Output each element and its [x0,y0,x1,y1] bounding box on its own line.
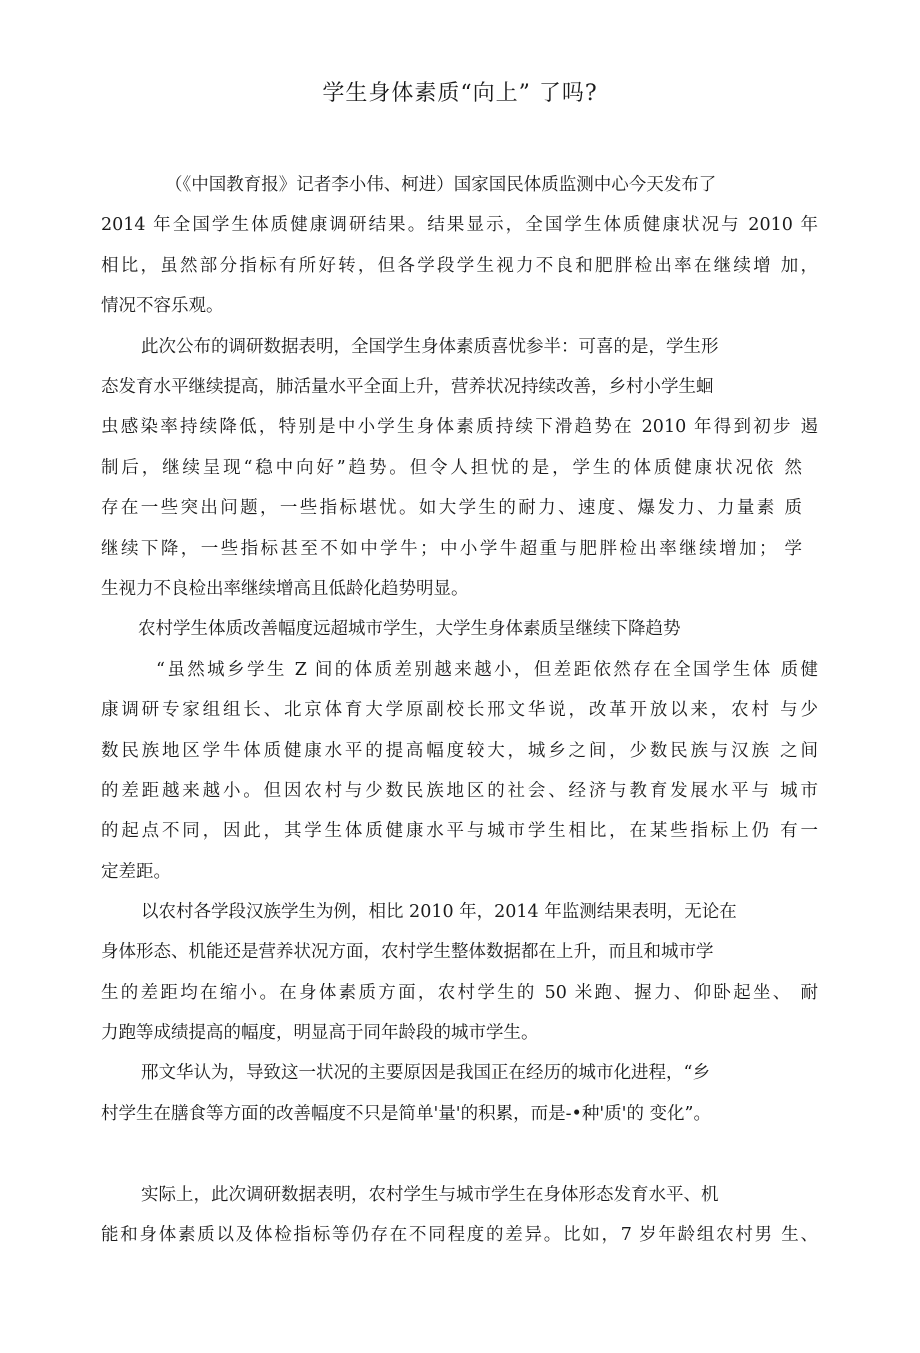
section-subheading: 农村学生体质改善幅度远超城市学生，大学生身体素质呈继续下降趋势 [138,619,681,639]
document-title: 学生身体素质“向上” 了吗? [322,81,598,106]
text-line: 态发育水平继续提高，肺活量水平全面上升，营养状况持续改善，乡村小学生蛔 [101,377,714,397]
text-line: 能和身体素质以及体检指标等仍存在不同程度的差异。比如，7 岁年龄组农村男 生、 [101,1225,818,1245]
text-line: 虫感染率持续降低，特别是中小学生身体素质持续下滑趋势在 2010 年得到初步 遏 [101,417,818,437]
text-line: “虽然城乡学生 Z 间的体质差别越来越小，但差距依然存在全国学生体 质健 [156,660,818,680]
text-line: （《中国教育报》记者李小伟、柯进）国家国民体质监测中心今天发布了 [165,175,717,195]
text-line: 数民族地区学牛体质健康水平的提高幅度较大，城乡之间，少数民族与汉族 之间 [101,741,818,761]
text-line: 继续下降，一些指标甚至不如中学牛；中小学牛超重与肥胖检出率继续增加； 学 [101,539,802,559]
text-line: 的差距越来越小。但因农村与少数民族地区的社会、经济与教育发展水平与 城市 [101,781,818,801]
text-line: 实际上，此次调研数据表明，农村学生与城市学生在身体形态发育水平、机 [141,1185,719,1205]
text-line: 相比，虽然部分指标有所好转，但各学段学生视力不良和肥胖检出率在继续增 加， [101,256,818,276]
text-line: 以农村各学段汉族学生为例，相比 2010 年，2014 年监测结果表明，无论在 [141,902,737,922]
text-line: 生视力不良检出率继续增高且低龄化趋势明显。 [101,579,469,599]
text-line: 村学生在膳食等方面的改善幅度不只是简单'量'的积累，而是-•种'质'的 变化”。 [101,1104,711,1124]
text-line: 身体形态、机能还是营养状况方面，农村学生整体数据都在上升，而且和城市学 [101,942,714,962]
text-line: 生的差距均在缩小。在身体素质方面，农村学生的 50 米跑、握力、仰卧起坐、 耐 [101,983,818,1003]
text-line: 康调研专家组组长、北京体育大学原副校长邢文华说，改革开放以来，农村 与少 [101,700,818,720]
text-line: 的起点不同，因此，其学生体质健康水平与城市学生相比，在某些指标上仍 有一 [101,821,818,841]
text-line: 力跑等成绩提高的幅度，明显高于同年龄段的城市学生。 [101,1023,539,1043]
text-line: 此次公布的调研数据表明，全国学生身体素质喜忧参半：可喜的是，学生形 [141,337,719,357]
text-line: 情况不容乐观。 [101,296,224,316]
text-line: 制后，继续呈现“稳中向好”趋势。但令人担忧的是，学生的体质健康状况依 然 [101,458,802,478]
text-line: 存在一些突出问题，一些指标堪忧。如大学生的耐力、速度、爆发力、力量素 质 [101,498,802,518]
text-line: 邢文华认为，导致这一状况的主要原因是我国正在经历的城市化进程，“乡 [141,1063,710,1083]
text-line: 2014 年全国学生体质健康调研结果。结果显示，全国学生体质健康状况与 2010 年 [101,215,818,235]
text-line: 定差距。 [101,862,171,882]
